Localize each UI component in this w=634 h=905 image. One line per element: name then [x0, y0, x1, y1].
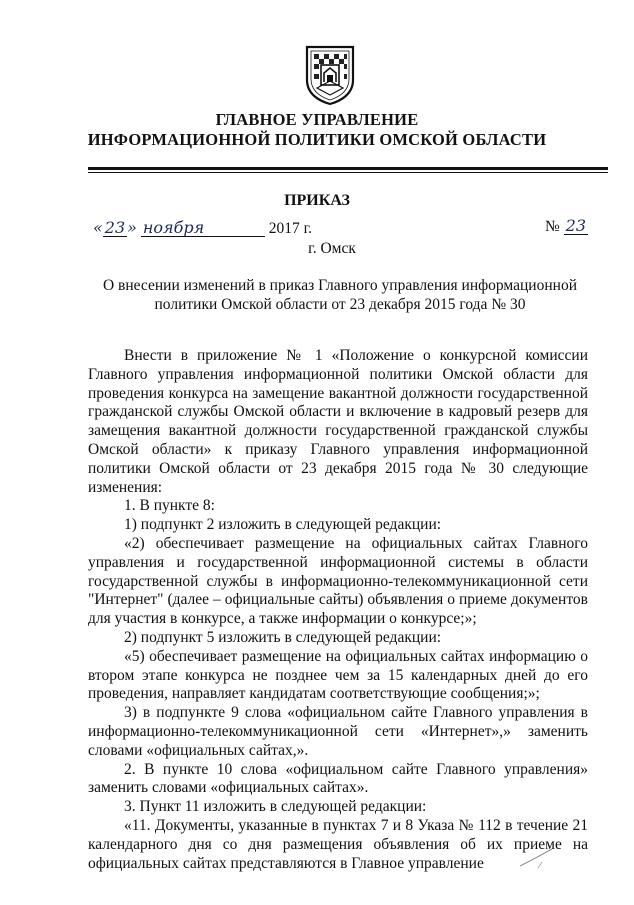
omsk-coat-of-arms-icon [303, 44, 357, 106]
body-paragraph: 3. Пункт 11 изложить в следующей редакции: [124, 798, 427, 816]
body-paragraph: «2) обеспечивает размещение на официальных сайтах Главного управления и государственной информационной системы в области государственной службы в информационно-телекоммуникационной сети "Интернет" (далее – официальные сайты) объявления о приеме документов для участия в конкурсе, а также информации о конкурсе;»; [88, 534, 588, 628]
document-body [88, 347, 588, 873]
date-close-quote: » [127, 218, 137, 237]
body-paragraph: «5) обеспечивает размещение на официальных сайтах информацию о втором этапе конкурса не позднее чем за 15 календарных дней до его проведения, направляет кандидатам соответствующие сообщения;»; [88, 647, 588, 703]
document-number [545, 218, 588, 236]
document-title: ПРИКАЗ [284, 192, 350, 209]
body-paragraph: 3) в подпункте 9 слова «официальном сайте Главного управления в информационно-телекоммуникационной сети «Интернет»,» заменить словами «официальных сайтах,». [88, 704, 588, 759]
document-date [93, 218, 312, 238]
header-rule-thin [88, 172, 608, 173]
body-paragraph: 2) подпункт 5 изложить в следующей редакции: [124, 628, 442, 646]
date-day: 23 [104, 218, 126, 237]
body-paragraph: «11. Документы, указанные в пунктах 7 и 8 Указа № 112 в течение 21 календарного дня со дня размещения объявления об их приеме на официальных сайтах представляются в Главное управление [88, 816, 588, 872]
body-paragraph: 1) подпункт 2 изложить в следующей редакции: [124, 516, 442, 534]
pen-mark [516, 846, 556, 870]
org-name-line1: ГЛАВНОЕ УПРАВЛЕНИЕ [215, 110, 419, 129]
date-open-quote: « [93, 218, 103, 237]
body-paragraph: 1. В пункте 8: [124, 497, 215, 515]
document-city: г. Омск [308, 240, 356, 257]
org-name-line2: ИНФОРМАЦИОННОЙ ПОЛИТИКИ ОМСКОЙ ОБЛАСТИ [87, 130, 547, 149]
header-rule-thick [88, 167, 608, 170]
date-year: 2017 г. [268, 220, 313, 237]
body-paragraph: 2. В пункте 10 слова «официальном сайте Главного управления» заменить словами «официальных сайтах». [88, 760, 588, 797]
date-month: ноября [141, 220, 265, 237]
document-subject: О внесении изменений в приказ Главного управления информационной политики Омской области от 23 декабря 2015 года № 30 [102, 277, 577, 313]
number-value: 23 [565, 216, 587, 235]
body-paragraph: Внести в приложение № 1 «Положение о конкурсной комиссии Главного управления информационной политики Омской области для проведения конкурса на замещение вакантной должности государственной гражданской службы Омской области и включение в кадровый резерв для замещения вакантной должности государственной гражданской службы Омской области» к приказу Главного управления информационной политики Омской области от 23 декабря 2015 года № 30 следующие изменения: [88, 347, 588, 496]
number-prefix: № [545, 218, 560, 235]
